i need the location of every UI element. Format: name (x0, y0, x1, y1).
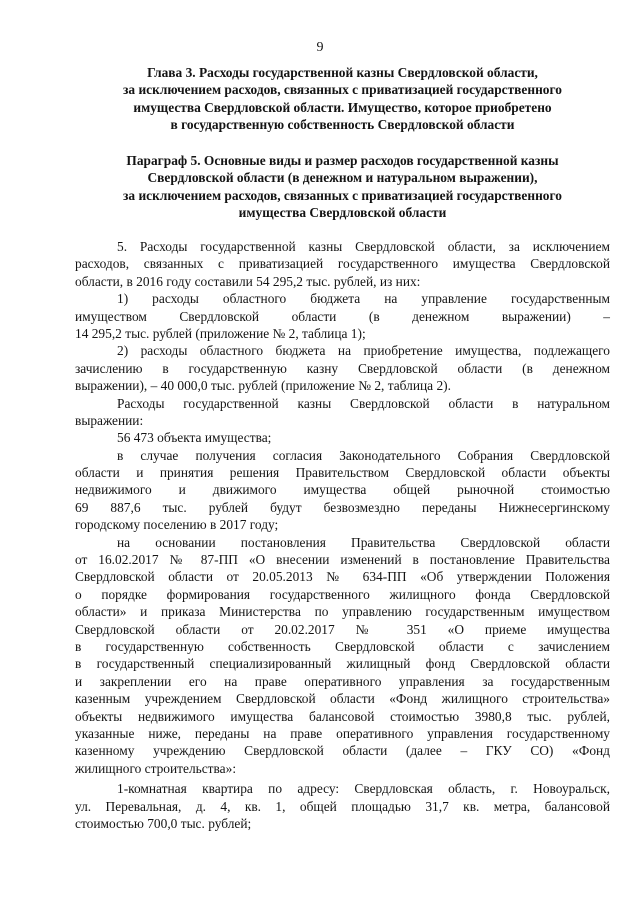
text-line: выражении), – 40 000,0 тыс. рублей (приложение № 2, таблица 2). (75, 378, 451, 394)
chapter-heading (70, 64, 615, 133)
paragraph-heading-line: за исключением расходов, связанных с приватизацией государственного (123, 187, 562, 203)
page-number: 9 (316, 40, 324, 55)
text-line: на основании постановления Правительства Свердловской области (117, 534, 610, 550)
text-line: 14 295,2 тыс. рублей (приложение № 2, таблица 1); (75, 325, 366, 341)
text-line: в случае получения согласия Законодательного Собрания Свердловской (117, 447, 610, 463)
text-line: Свердловской области от 20.05.2013 № 634-ПП «Об утверждении Положения (75, 569, 610, 585)
text-line: выражении: (75, 412, 144, 428)
text-line: о порядке формирования государственного жилищного фонда Свердловской (75, 586, 610, 602)
text-line: 1) расходы областного бюджета на управление государственным (117, 291, 610, 307)
text-line: области» и приказа Министерства по управлению государственным имуществом (75, 604, 610, 620)
text-line: зачислению в государственную казну Свердловской области (в денежном (75, 360, 610, 376)
text-line: жилищного строительства»: (75, 760, 237, 776)
text-line: указанные ниже, переданы на праве оперативного управления государственному (75, 725, 610, 741)
text-line: 5. Расходы государственной казны Свердловской области, за исключением (117, 239, 610, 254)
text-line: от 16.02.2017 № 87-ПП «О внесении изменений в постановление Правительства (75, 552, 610, 568)
paragraph-heading-line: Параграф 5. Основные виды и размер расходов государственной казны (126, 153, 559, 168)
text-line: 1-комнатная квартира по адресу: Свердловская область, г. Новоуральск, (117, 781, 610, 797)
text-line: в государственную собственность Свердловской области с зачислением (75, 638, 610, 654)
body-text (75, 238, 610, 832)
text-line: 2) расходы областного бюджета на приобретение имущества, подлежащего (117, 343, 610, 359)
paragraph-heading-line: имущества Свердловской области (238, 204, 447, 220)
paragraph-heading-line: Свердловской области (в денежном и натуральном выражении), (147, 170, 538, 186)
text-line: недвижимого и движимого имущества общей рыночной стоимостью (75, 482, 610, 498)
text-line: объекты недвижимого имущества балансовой стоимостью 3980,8 тыс. рублей, (75, 708, 610, 724)
text-line: 56 473 объекта имущества; (117, 430, 272, 446)
text-line: городскому поселению в 2017 году; (75, 517, 279, 533)
text-line: области, в 2016 году составили 54 295,2 тыс. рублей, из них: (75, 273, 421, 289)
text-line: имуществом Свердловской области (в денежном выражении) – (75, 308, 610, 324)
chapter-heading-line: за исключением расходов, связанных с приватизацией государственного (123, 82, 562, 98)
text-line: ул. Перевальная, д. 4, кв. 1, общей площадью 31,7 кв. метра, балансовой (75, 798, 610, 814)
text-line: 69 887,6 тыс. рублей будут безвозмездно переданы Нижнесергинскому (75, 499, 610, 515)
text-line: казенным учреждением Свердловской области «Фонд жилищного строительства» (75, 691, 610, 707)
text-line: казенному учреждению Свердловской области (далее – ГКУ СО) «Фонд (75, 743, 610, 759)
text-line: Свердловской области от 20.02.2017 № 351 «О приеме имущества (75, 621, 610, 637)
text-line: в государственный специализированный жилищный фонд Свердловской области (75, 656, 610, 672)
paragraph-heading (70, 152, 615, 221)
chapter-heading-line: имущества Свердловской области. Имущество, которое приобретено (133, 99, 552, 115)
text-line: Расходы государственной казны Свердловской области в натуральном (117, 395, 610, 411)
text-line: стоимостью 700,0 тыс. рублей; (75, 815, 252, 831)
chapter-heading-line: в государственную собственность Свердловской области (170, 116, 515, 132)
text-line: расходов, связанных с приватизацией государственного имущества Свердловской (75, 256, 610, 272)
text-line: и закреплении его на праве оперативного управления за государственным (75, 673, 610, 689)
chapter-heading-line: Глава 3. Расходы государственной казны Свердловской области, (147, 65, 538, 80)
text-line: области и принятия решения Правительством Свердловской области объекты (75, 465, 610, 481)
